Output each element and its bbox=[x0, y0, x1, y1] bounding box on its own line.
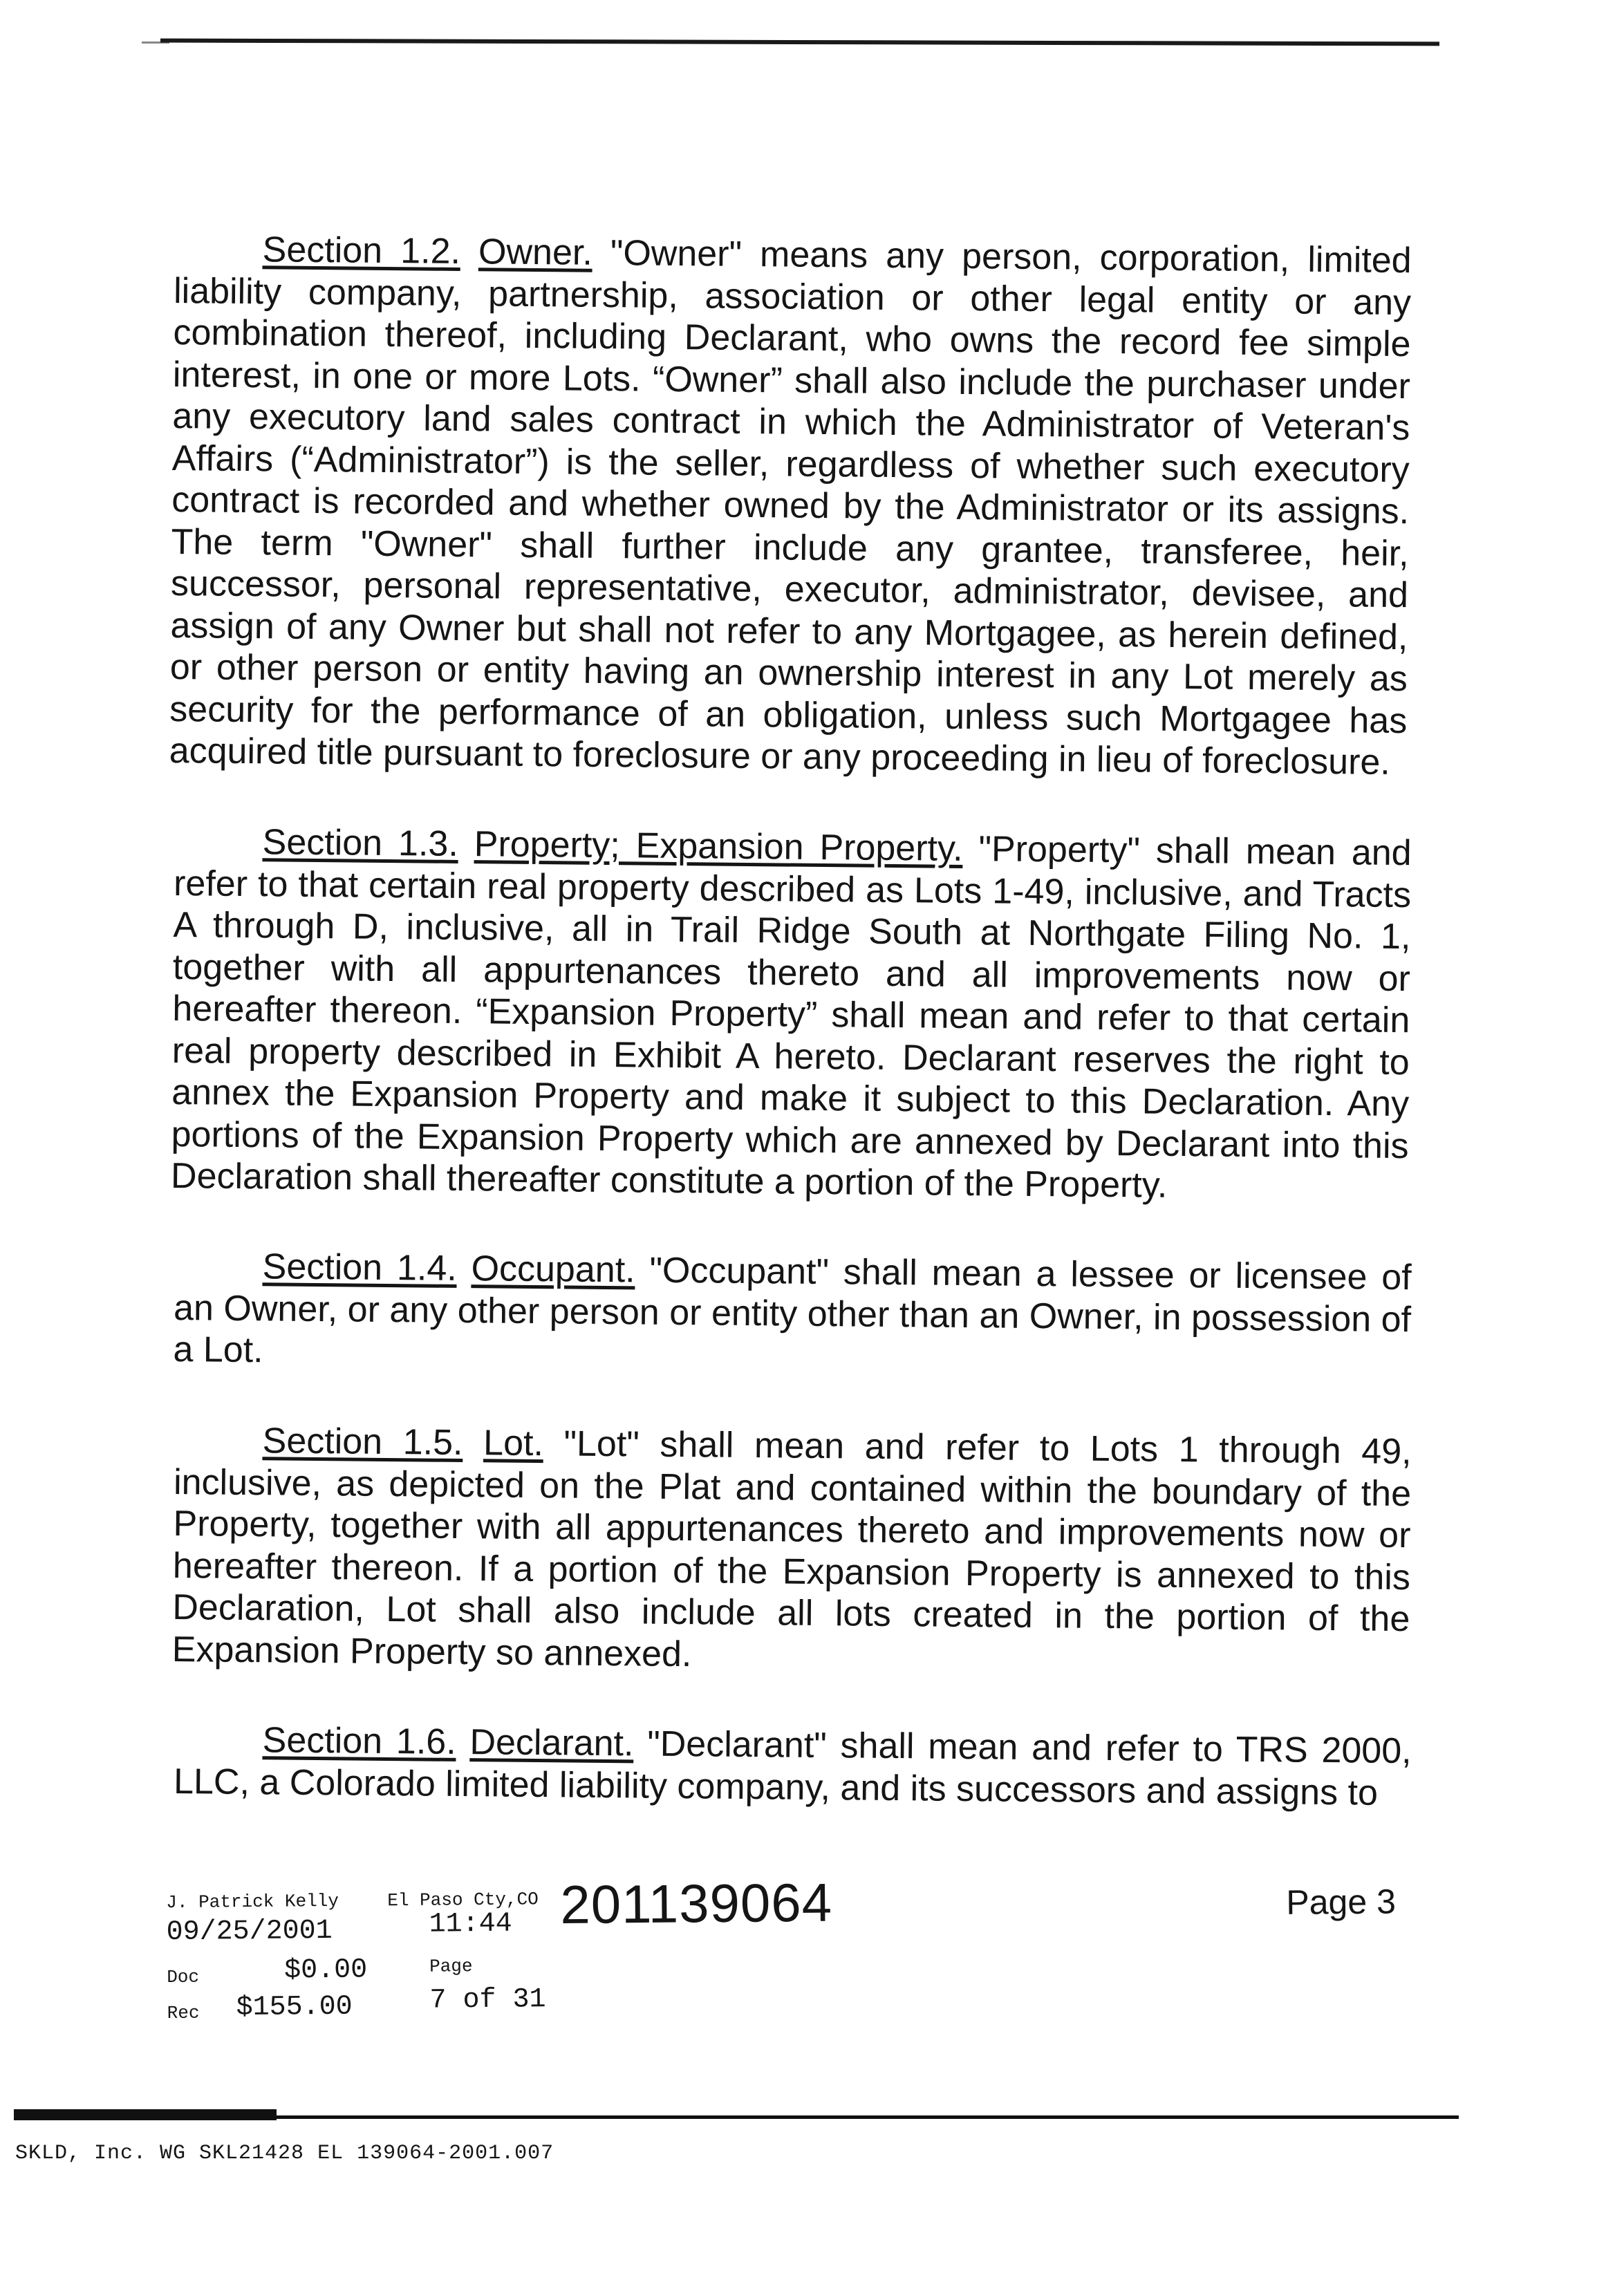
section-1-4 bbox=[173, 1245, 1412, 1383]
rec-fee: $155.00 bbox=[236, 1991, 353, 2024]
section-text: "Lot" shall mean and refer to Lots 1 through 49, inclusive, as depicted on the Plat and contained within the boundary of the Property, together with all appurtenances thereto and improvements now or hereafter thereon. If a portion of the Expansion Property is annexed to this Declaration, Lot shall also include all lots created in the portion of the Expansion Property so annexed. bbox=[171, 1423, 1412, 1674]
bottom-rule bbox=[14, 2115, 1459, 2119]
recorder-county: El Paso Cty,CO bbox=[387, 1889, 539, 1912]
page-label-small: Page bbox=[429, 1956, 473, 1977]
recording-stamp bbox=[166, 1866, 1412, 2029]
section-heading: Occupant. bbox=[471, 1249, 635, 1291]
section-heading: Lot. bbox=[483, 1422, 544, 1464]
recording-time: 11:44 bbox=[429, 1908, 512, 1941]
recording-date: 09/25/2001 bbox=[166, 1915, 333, 1948]
page-number: Page 3 bbox=[1286, 1882, 1397, 1922]
section-number: Section 1.5. bbox=[262, 1420, 463, 1463]
section-text: "Occupant" shall mean a lessee or licensee of an Owner, or any other person or entity other than an Owner, in possession of a Lot. bbox=[173, 1250, 1412, 1371]
footer-filing-reference: SKLD, Inc. WG SKL21428 EL 139064-2001.007 bbox=[15, 2142, 554, 2165]
section-number: Section 1.6. bbox=[262, 1719, 456, 1762]
section-text: "Declarant" shall mean and refer to TRS 2000, LLC, a Colorado limited liability company, and its successors and assigns to bbox=[173, 1723, 1412, 1813]
page-of: 7 of 31 bbox=[429, 1984, 546, 2017]
section-heading: Owner. bbox=[478, 232, 593, 273]
section-text: "Owner" means any person, corporation, limited liability company, partnership, association or other legal entity or any combination thereof, including Declarant, who owns the record fee simple interest, in one or more Lots. “Owner” shall also include the purchaser under any executory land sales contract in which the Administrator of Veteran's Affairs (“Administrator”) is the seller, regardless of whether such executory contract is recorded and whether owned by the Administrator or its assigns. The term "Owner" shall further include any grantee, transferee, heir, successor, personal representative, executor, administrator, devisee, and assign of any Owner but shall not refer to any Mortgagee, as herein defined, or other person or entity having an ownership interest in any Lot merely as security for the performance of an obligation, unless such Mortgagee has acquired title pursuant to foreclosure or any proceeding in lieu of foreclosure. bbox=[169, 232, 1412, 783]
rec-label: Rec bbox=[167, 2002, 200, 2024]
doc-fee: $0.00 bbox=[283, 1954, 368, 1987]
section-heading: Declarant. bbox=[469, 1721, 634, 1764]
section-heading: Property; Expansion Property. bbox=[474, 823, 963, 869]
top-rule bbox=[160, 39, 1439, 46]
section-number: Section 1.4. bbox=[262, 1246, 458, 1289]
doc-label: Doc bbox=[167, 1966, 200, 1988]
section-number: Section 1.3. bbox=[262, 821, 459, 864]
recorder-name: J. Patrick Kelly bbox=[166, 1890, 339, 1913]
section-1-6 bbox=[174, 1719, 1412, 1814]
document-body bbox=[169, 228, 1412, 1851]
reception-number: 201139064 bbox=[559, 1871, 833, 1936]
section-1-5 bbox=[172, 1419, 1412, 1682]
section-number: Section 1.2. bbox=[262, 230, 461, 272]
section-1-3 bbox=[171, 821, 1412, 1209]
section-text: "Property" shall mean and refer to that certain real property described as Lots 1-49, inclusive, and Tracts A through D, inclusive, all in Trail Ridge South at Northgate Filing No. 1, together with all appurtenances thereto and all improvements now or hereafter thereon. “Expansion Property” shall mean and refer to that certain real property described in Exhibit A hereto. Declarant reserves the right to annex the Expansion Property and make it subject to this Declaration. Any portions of the Expansion Property which are annexed by Declarant into this Declaration shall thereafter constitute a portion of the Property. bbox=[170, 828, 1412, 1206]
section-1-2 bbox=[169, 228, 1411, 784]
